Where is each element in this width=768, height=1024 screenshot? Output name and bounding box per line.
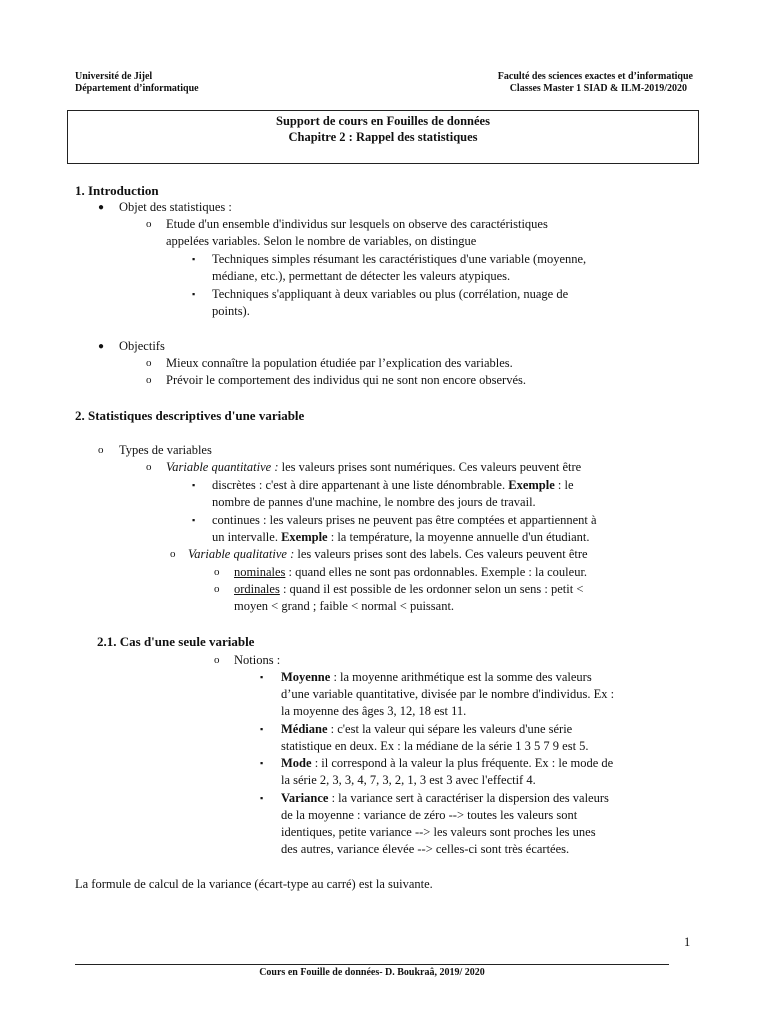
technique-1-line-1: Techniques simples résumant les caractéristiques d'une variable (moyenne, [212, 252, 587, 266]
formula-intro: La formule de calcul de la variance (écart-type au carré) est la suivante. [75, 877, 433, 891]
chapter-title: Chapitre 2 : Rappel des statistiques [288, 130, 478, 144]
section-1-heading: 1. Introduction [75, 183, 159, 198]
nominales-term: nominales [234, 565, 286, 579]
bullet-circle: o [214, 583, 220, 595]
bullet-circle: o [170, 548, 176, 560]
qualitative-text: les valeurs prises sont des labels. Ces valeurs peuvent être [294, 547, 588, 561]
bullet-circle: o [214, 654, 220, 666]
university-name: Université de Jijel [75, 71, 153, 82]
bullet-circle: o [146, 218, 152, 230]
footer-divider [75, 964, 669, 965]
notions-label: Notions : [234, 653, 281, 667]
discretes-line-2: nombre de pannes d'une machine, le nombre des jours de travail. [212, 495, 536, 509]
technique-1-line-2: médiane, etc.), permettant de détecter les valeurs atypiques. [212, 269, 511, 283]
section-2-1-heading: 2.1. Cas d'une seule variable [97, 634, 255, 649]
bullet-square: ▪ [260, 793, 264, 803]
bullet-dot: ● [98, 341, 105, 352]
objet-statistiques: Objet des statistiques : [119, 200, 232, 214]
quantitative-label: Variable quantitative : [166, 460, 279, 474]
variance-line-4: des autres, variance élevée --> celles-ci sont très écartées. [281, 842, 570, 856]
mediane-line-2: statistique en deux. Ex : la médiane de la série 1 3 5 7 9 est 5. [281, 739, 589, 753]
variance-line-3: identiques, petite variance --> les valeurs sont proches les unes [281, 825, 596, 839]
objectifs-label: Objectifs [119, 339, 165, 353]
bullet-square: ▪ [260, 724, 264, 734]
moyenne-line-1: Moyenne : la moyenne arithmétique est la somme des valeurs [281, 670, 592, 684]
ordinales-term: ordinales [234, 582, 280, 596]
ordinales-line-1: ordinales : quand il est possible de les ordonner selon un sens : petit < [234, 582, 584, 596]
variance-line-1: Variance : la variance sert à caractériser la dispersion des valeurs [281, 791, 609, 805]
page-number: 1 [684, 935, 691, 949]
nominales-line: nominales : quand elles ne sont pas ordonnables. Exemple : la couleur. [234, 565, 588, 579]
ordinales-line-2: moyen < grand ; faible < normal < puissant. [234, 599, 455, 613]
moyenne-line-3: la moyenne des âges 3, 12, 18 est 11. [281, 704, 467, 718]
objectif-1: Mieux connaître la population étudiée par l’explication des variables. [166, 356, 513, 370]
class-info: Classes Master 1 SIAD & ILM-2019/2020 [509, 83, 687, 94]
variance-line-2: de la moyenne : variance de zéro --> toutes les valeurs sont [281, 808, 578, 822]
mediane-term: Médiane [281, 722, 328, 736]
moyenne-line-2: d’une variable quantitative, divisée par le nombre d'individus. Ex : [281, 687, 615, 701]
department-name: Département d’informatique [75, 83, 199, 94]
qualitative-line [188, 547, 588, 562]
mediane-line-1: Médiane : c'est la valeur qui sépare les valeurs d'une série [281, 722, 573, 736]
moyenne-term: Moyenne [281, 670, 331, 684]
bullet-circle: o [146, 461, 152, 473]
faculty-name: Faculté des sciences exactes et d’informatique [497, 71, 693, 82]
types-variables: Types de variables [119, 443, 212, 457]
bullet-circle: o [146, 357, 152, 369]
bullet-square: ▪ [192, 480, 196, 490]
footer-text: Cours en Fouille de données- D. Boukraâ, 2019/ 2020 [259, 967, 485, 978]
continues-line-1: continues : les valeurs prises ne peuvent pas être comptées et appartiennent à [212, 513, 597, 527]
bullet-square: ▪ [260, 672, 264, 682]
discretes-line-1: discrètes : c'est à dire appartenant à une liste dénombrable. Exemple : le [212, 478, 574, 492]
bullet-circle: o [146, 374, 152, 386]
section-2-heading: 2. Statistiques descriptives d'une variable [75, 408, 305, 423]
etude-line-1: Etude d'un ensemble d'individus sur lesquels on observe des caractéristiques [166, 217, 548, 231]
title-box [67, 110, 699, 164]
bullet-circle: o [214, 566, 220, 578]
objectif-2: Prévoir le comportement des individus qui ne sont non encore observés. [166, 373, 526, 387]
exemple-label: Exemple [281, 530, 328, 544]
bullet-square: ▪ [192, 289, 196, 299]
bullet-square: ▪ [192, 254, 196, 264]
technique-2-line-2: points). [212, 304, 250, 318]
mode-line-2: la série 2, 3, 3, 4, 7, 3, 2, 1, 3 est 3 avec l'effectif 4. [281, 773, 536, 787]
bullet-square: ▪ [192, 515, 196, 525]
bullet-circle: o [98, 444, 104, 456]
continues-line-2: un intervalle. Exemple : la température, la moyenne annuelle d'un étudiant. [212, 530, 590, 544]
mode-line-1: Mode : il correspond à la valeur la plus fréquente. Ex : le mode de [281, 756, 614, 770]
quantitative-line [166, 460, 581, 475]
technique-2-line-1: Techniques s'appliquant à deux variables ou plus (corrélation, nuage de [212, 287, 569, 301]
variance-term: Variance [281, 791, 329, 805]
etude-line-2: appelées variables. Selon le nombre de variables, on distingue [166, 234, 477, 248]
exemple-label: Exemple [508, 478, 555, 492]
bullet-dot: ● [98, 202, 105, 213]
quantitative-text: les valeurs prises sont numériques. Ces valeurs peuvent être [278, 460, 582, 474]
mode-term: Mode [281, 756, 312, 770]
bullet-square: ▪ [260, 758, 264, 768]
qualitative-label: Variable qualitative : [188, 547, 295, 561]
course-title: Support de cours en Fouilles de données [276, 114, 490, 128]
